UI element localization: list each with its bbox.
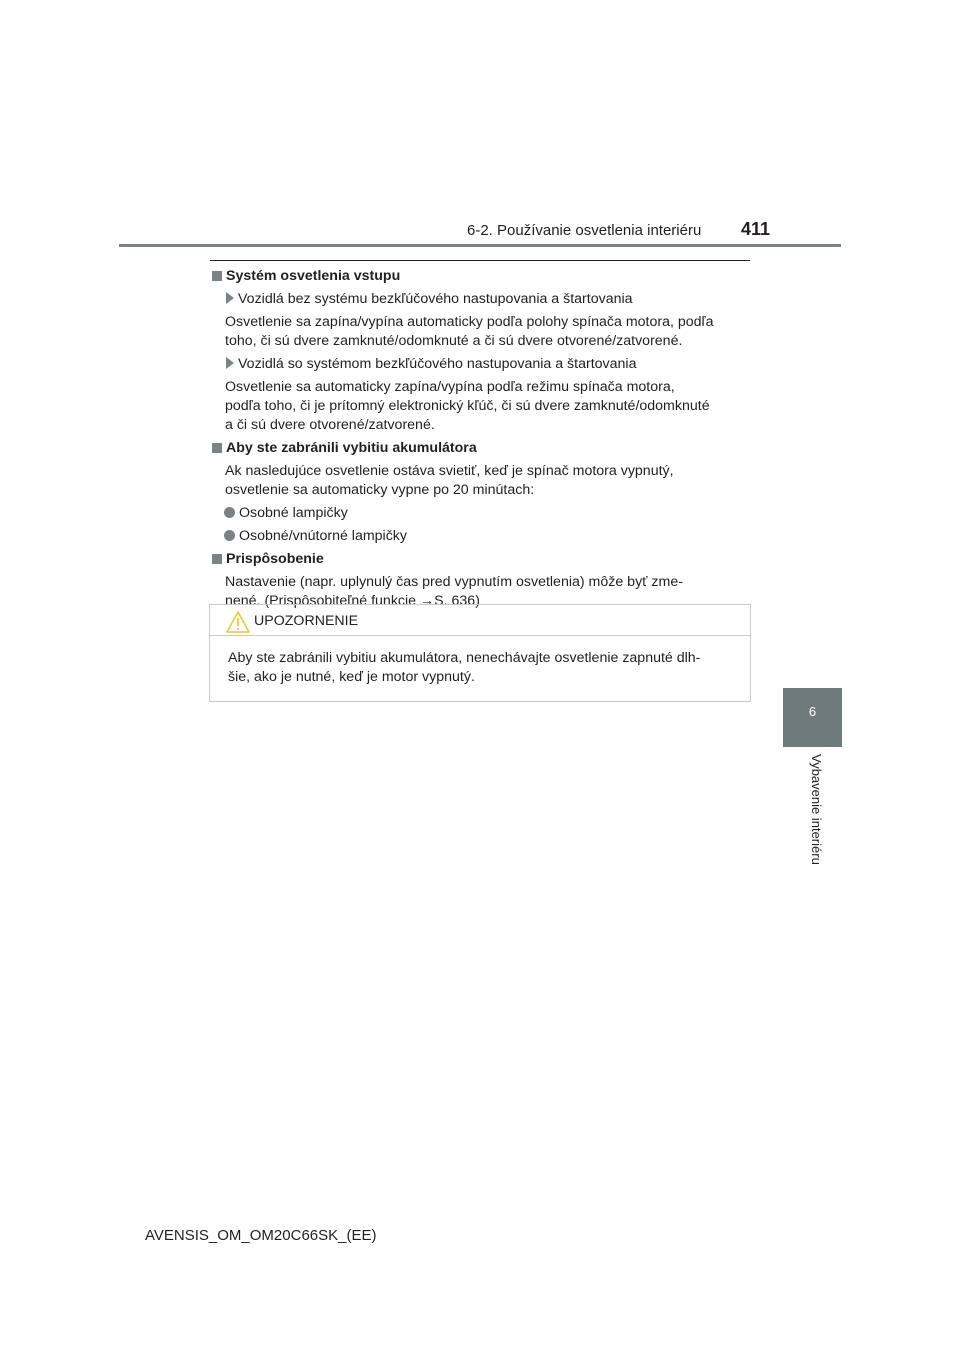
chapter-side-label: Vybavenie interiéru [809,754,824,865]
chapter-number: 6 [808,704,817,719]
paragraph [225,313,750,351]
triangle-bullet-icon [226,357,234,369]
paragraph-line: toho, či sú dvere zamknuté/odomknuté a či sú dvere otvorené/zatvorené. [225,333,683,349]
subheading [226,355,750,374]
paragraph [225,378,750,435]
paragraph-line: Osvetlenie sa automaticky zapína/vypína podľa režimu spínača motora, [225,379,675,395]
circle-bullet-icon [224,507,235,518]
section-heading [210,439,750,458]
circle-bullet-icon [224,530,235,541]
subheading-text: Vozidlá bez systému bezkľúčového nastupovania a štartovania [238,291,633,307]
paragraph-line: podľa toho, či je prítomný elektronický kľúč, či sú dvere zamknuté/odomknuté [225,398,710,414]
footer-code: AVENSIS_OM_OM20C66SK_(EE) [145,1227,377,1244]
paragraph-line: nené. (Prispôsobiteľné funkcie →S. 636) [225,593,480,609]
warning-text [228,649,741,687]
warning-divider [210,635,750,636]
list-item-text: Osobné/vnútorné lampičky [239,528,407,544]
header-title: 6-2. Používanie osvetlenia interiéru [467,222,702,239]
paragraph [225,462,750,500]
section-heading-text: Systém osvetlenia vstupu [226,268,401,284]
paragraph-line: Ak nasledujúce osvetlenie ostáva svietiť, keď je spínač motora vypnutý, [225,463,674,479]
page-number: 411 [741,219,771,239]
subheading-text: Vozidlá so systémom bezkľúčového nastupovania a štartovania [238,356,637,372]
paragraph-line: Nastavenie (napr. uplynulý čas pred vypnutím osvetlenia) môže byť zme- [225,574,683,590]
content [210,264,750,615]
list-item [224,504,750,523]
paragraph-line: a či sú dvere otvorené/zatvorené. [225,417,435,433]
section-heading [210,267,750,286]
square-bullet-icon [212,271,222,281]
square-bullet-icon [212,443,222,453]
section-heading-text: Prispôsobenie [226,551,324,567]
paragraph-line: Osvetlenie sa zapína/vypína automaticky podľa polohy spínača motora, podľa [225,314,714,330]
paragraph-line: osvetlenie sa automaticky vypne po 20 minútach: [225,482,535,498]
square-bullet-icon [212,554,222,564]
subheading [226,290,750,309]
section-heading [210,550,750,569]
section-top-rule [210,260,750,261]
warning-triangle-icon [226,611,250,638]
list-item [224,527,750,546]
warning-title: UPOZORNENIE [254,613,359,629]
header-rule [119,244,841,247]
triangle-bullet-icon [226,292,234,304]
list-item-text: Osobné lampičky [239,505,348,521]
warning-line: Aby ste zabránili vybitiu akumulátora, nenechávajte osvetlenie zapnuté dlh- [228,650,701,666]
warning-line: šie, ako je nutné, keď je motor vypnutý. [228,669,475,685]
warning-box [209,604,751,702]
section-heading-text: Aby ste zabránili vybitiu akumulátora [226,440,477,456]
